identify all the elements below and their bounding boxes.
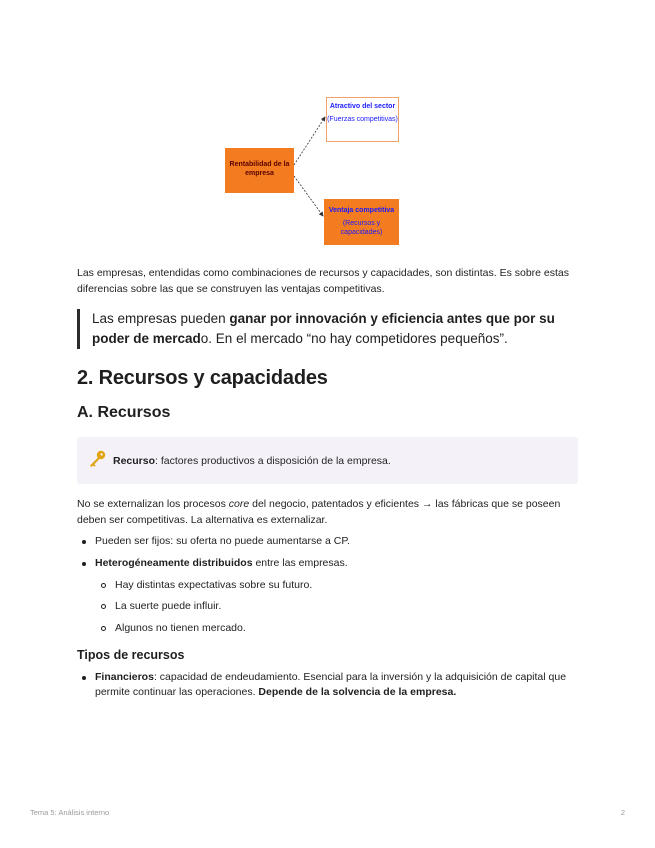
- recursos-list: [77, 534, 577, 549]
- tipos-bold: Financieros: [95, 671, 154, 683]
- quote-bold: ganar por innovación y eficiencia antes que por su poder de mercad: [92, 311, 555, 346]
- box-atractivo-title: Atractivo del sector: [329, 103, 396, 110]
- key-icon: [87, 449, 107, 469]
- box-rentabilidad-label: Rentabilidad de la empresa: [229, 161, 290, 177]
- box-ventaja-title: Ventaja competitiva: [328, 207, 395, 214]
- quote-pre: Las empresas pueden: [92, 311, 230, 326]
- sub-list-3: [77, 621, 577, 636]
- sub-list-2: [77, 599, 577, 614]
- paragraph-externalizar: [77, 496, 577, 528]
- tipos-bold2: Depende de la solvencia de la empresa.: [258, 686, 457, 698]
- page-number: 2: [620, 808, 625, 817]
- sub-list-item: Hay distintas expectativas sobre su futuro.: [77, 578, 577, 593]
- tipos-title: Tipos de recursos: [77, 648, 185, 662]
- list-item: [77, 556, 577, 571]
- box-atractivo-sector: [326, 97, 399, 142]
- list-item: [77, 670, 577, 700]
- box-rentabilidad: [225, 148, 294, 193]
- sub-list-item: Algunos no tienen mercado.: [77, 621, 577, 636]
- quote-block: [77, 309, 577, 349]
- box-ventaja-sub: (Recursos y capacidades): [340, 220, 383, 236]
- recursos-list-2: [77, 556, 577, 571]
- section-title: 2. Recursos y capacidades: [77, 367, 328, 389]
- callout-bold: Recurso: [113, 455, 156, 467]
- sub-list-1: [77, 578, 577, 593]
- p2-post: del negocio, patentados y eficientes → las fábricas que se poseen deben ser competitivas. La alternativa es externalizar.: [77, 498, 561, 526]
- p2-em: core: [228, 498, 250, 510]
- callout-text: [113, 453, 391, 469]
- tipos-list: [77, 670, 577, 700]
- callout-rest: : factores productivos a disposición de la empresa.: [155, 455, 391, 467]
- footer-title: Tema 5: Análisis interno: [30, 808, 110, 817]
- p2-pre: No se externalizan los procesos: [77, 498, 229, 510]
- tipos-text: : capacidad de endeudamiento. Esencial para la inversión y la adquisición de capital que permite continuar las operaciones.: [95, 671, 567, 698]
- sub-list-item: La suerte puede influir.: [77, 599, 577, 614]
- intro-paragraph: Las empresas, entendidas como combinaciones de recursos y capacidades, son distintas. Es sobre estas diferencias sobre las que se construyen las ventajas competitivas.: [77, 267, 570, 295]
- list-item-bold: Heterogéneamente distribuidos: [95, 557, 253, 569]
- subsection-title: A. Recursos: [77, 404, 171, 421]
- list-item-rest: entre las empresas.: [252, 557, 348, 569]
- arrow-down: [294, 176, 323, 216]
- definition-callout: [77, 437, 578, 484]
- box-ventaja-competitiva: [324, 199, 399, 245]
- quote-post: o. En el mercado “no hay competidores pequeños”.: [200, 331, 508, 346]
- arrow-up: [294, 117, 325, 165]
- strategy-diagram: [0, 0, 655, 260]
- list-item: Pueden ser fijos: su oferta no puede aumentarse a CP.: [77, 534, 577, 549]
- box-atractivo-sub: (Fuerzas competitivas): [327, 116, 398, 123]
